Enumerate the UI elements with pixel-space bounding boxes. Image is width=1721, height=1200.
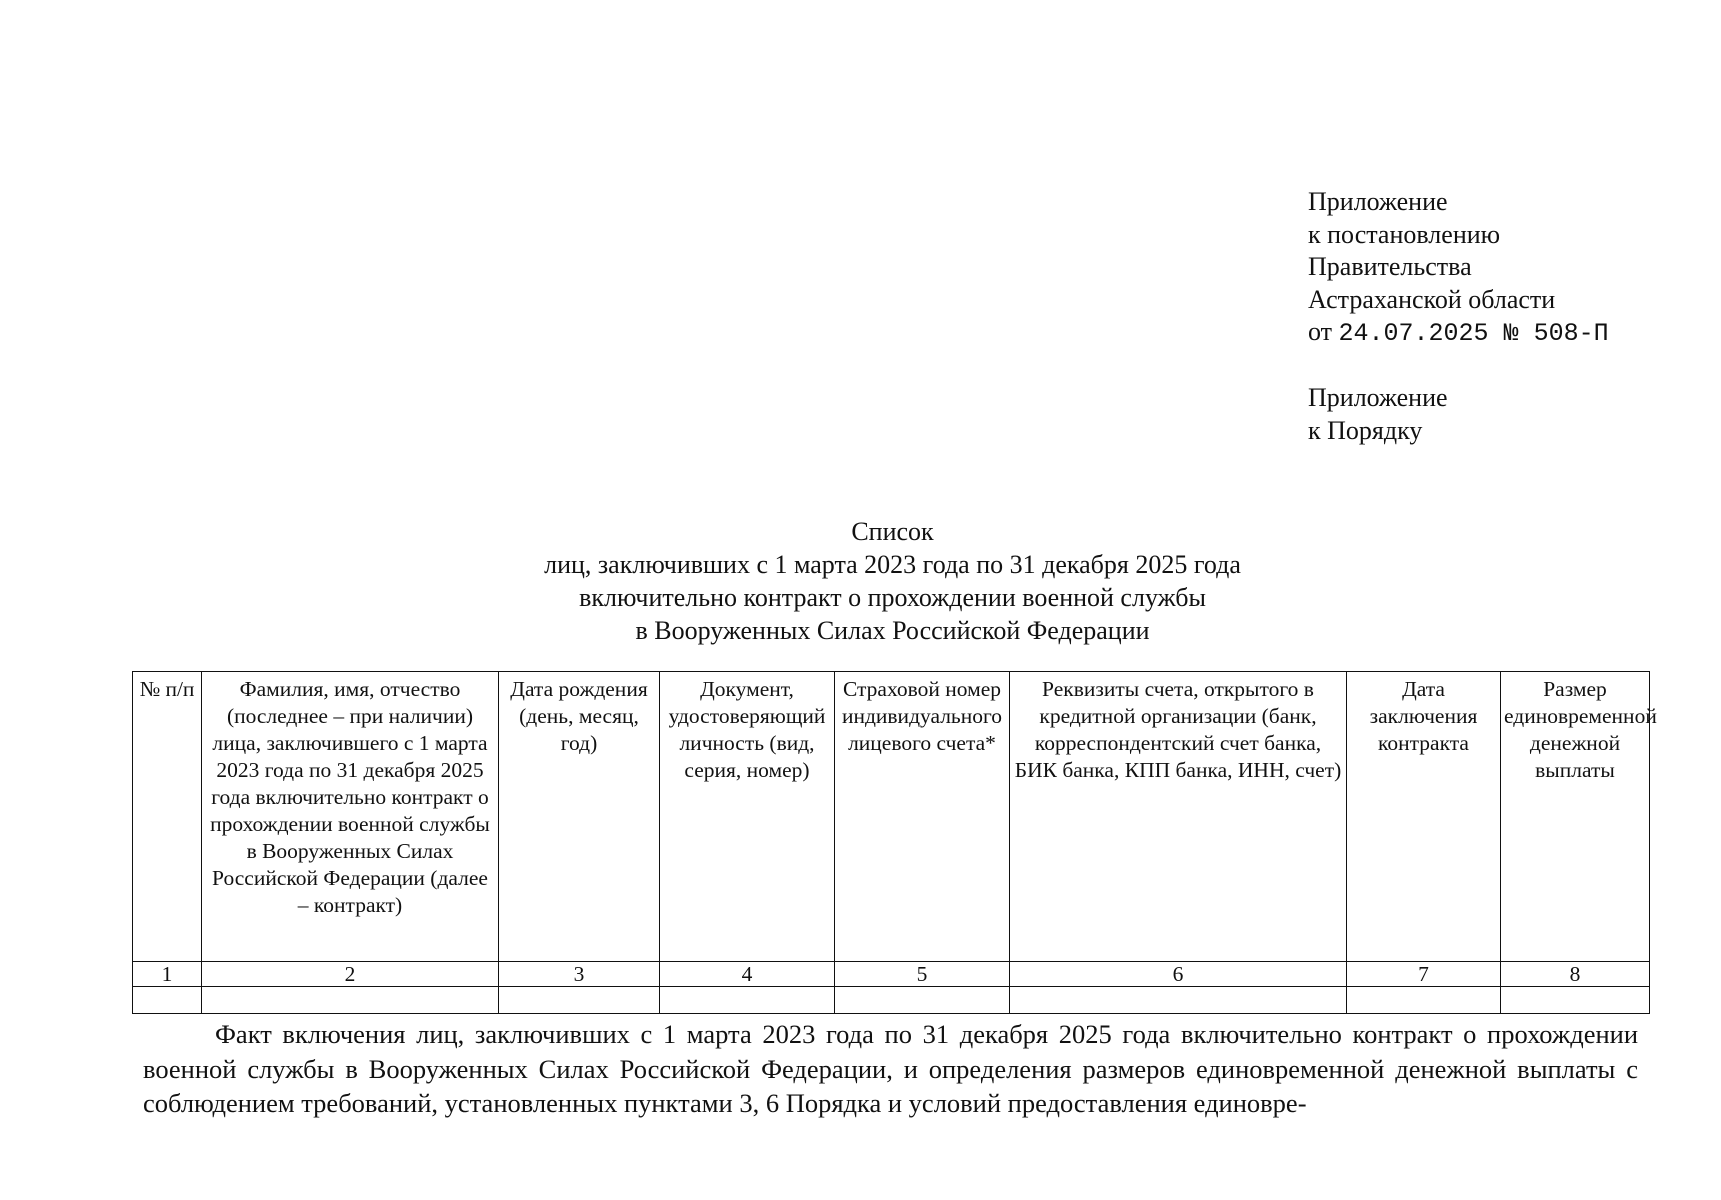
header-payment-amount: Размер единовременной денежной выплаты [1501, 672, 1650, 962]
header-full-name: Фамилия, имя, отчество (последнее – при наличии) лица, заключившего с 1 марта 2023 года по 31 декабря 2025 года включительно контракт о прохождении военной службы в Вооруженных Силах Российской Федерации (далее – контракт) [202, 672, 499, 962]
empty-cell [499, 987, 660, 1014]
header-number: № п/п [133, 672, 202, 962]
approval-date-line [1308, 316, 1668, 351]
title-line-3: включительно контракт о прохождении военной службы [579, 583, 1206, 612]
table-header-row [133, 672, 1650, 962]
empty-cell [835, 987, 1010, 1014]
column-number-6: 6 [1010, 962, 1347, 987]
approval-line-region: Астраханской области [1308, 284, 1556, 314]
column-number-7: 7 [1347, 962, 1501, 987]
approval-line-government: Правительства [1308, 252, 1472, 281]
header-id-document: Документ, удостоверяющий личность (вид, серия, номер) [660, 672, 835, 962]
column-number-1: 1 [133, 962, 202, 987]
empty-cell [1010, 987, 1347, 1014]
column-number-5: 5 [835, 962, 1010, 987]
header-birth-date: Дата рождения (день, месяц, год) [499, 672, 660, 962]
approval-date-number: 24.07.2025 № 508-П [1338, 319, 1609, 348]
table-row [133, 987, 1650, 1014]
column-number-2: 2 [202, 962, 499, 987]
title-line-2: лиц, заключивших с 1 марта 2023 года по 31 декабря 2025 года [544, 550, 1241, 579]
appendix-line-order: к Порядку [1308, 415, 1423, 445]
empty-cell [660, 987, 835, 1014]
empty-cell [1501, 987, 1650, 1014]
column-number-8: 8 [1501, 962, 1650, 987]
column-number-3: 3 [499, 962, 660, 987]
approval-line-appendix: Приложение [1308, 187, 1448, 216]
table-number-row [133, 962, 1650, 987]
approval-line-resolution: к постановлению [1308, 219, 1501, 249]
header-contract-date: Дата заключения контракта [1347, 672, 1501, 962]
title-line-4: в Вооруженных Силах Российской Федерации [635, 616, 1150, 645]
empty-cell [133, 987, 202, 1014]
approval-date-prefix: от [1308, 317, 1333, 346]
appendix-line-appendix: Приложение [1308, 383, 1448, 412]
header-bank-details: Реквизиты счета, открытого в кредитной организации (банк, корреспондентский счет банка, БИК банка, КПП банка, ИНН, счет) [1010, 672, 1347, 962]
appendix-block [1308, 382, 1668, 447]
header-insurance-number: Страховой номер индивидуального лицевого счета* [835, 672, 1010, 962]
document-title [300, 515, 1485, 647]
body-paragraph: Факт включения лиц, заключивших с 1 марта 2023 года по 31 декабря 2025 года включительно контракт о прохождении военной службы в Вооруженных Силах Российской Федерации, и определения размеров единовременной денежной выплаты с соблюдением требований, установленных пунктами 3, 6 Порядка и условий предоставления единовре- [143, 1019, 1638, 1118]
column-number-4: 4 [660, 962, 835, 987]
title-line-1: Список [851, 517, 934, 546]
empty-cell [202, 987, 499, 1014]
approval-block [1308, 186, 1668, 351]
empty-cell [1347, 987, 1501, 1014]
register-table [132, 671, 1657, 1014]
